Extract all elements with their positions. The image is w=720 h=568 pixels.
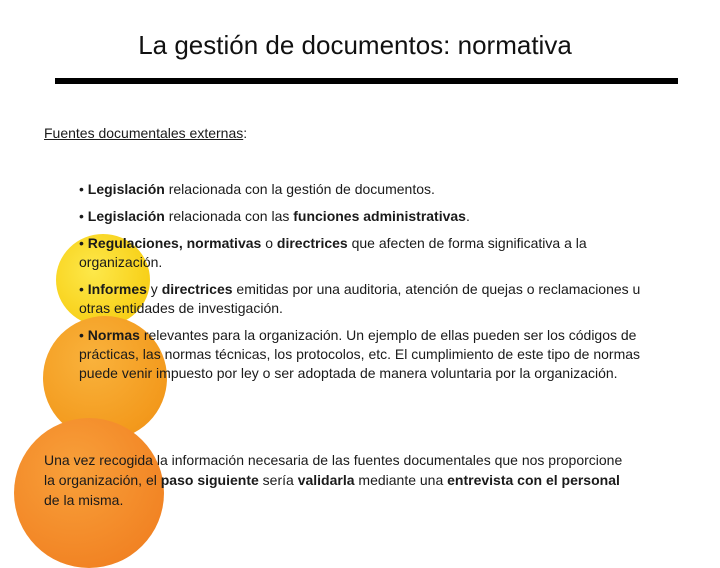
bullet-marker: •	[79, 208, 88, 224]
subtitle-colon: :	[243, 125, 248, 141]
bullet-text: relacionada con las	[164, 208, 294, 224]
slide-title: La gestión de documentos: normativa	[138, 30, 572, 60]
bullet-text: y	[146, 281, 162, 297]
bullet-bold: Informes	[87, 281, 147, 297]
bullet-text: o	[261, 235, 277, 251]
bullet-text: que afecten de forma significativa a la organización.	[79, 235, 587, 270]
closing-paragraph	[44, 450, 634, 510]
bullet-marker: •	[79, 281, 88, 297]
bullet-text: relevantes para la organización. Un ejemplo de ellas pueden ser los códigos de prácticas, las normas técnicas, los protocolos, etc. El cumplimiento de este tipo de normas puede venir impuesto por ley o ser adoptada de manera voluntaria por la organización.	[79, 327, 641, 381]
bullet-bold: Regulaciones, normativas	[87, 235, 262, 251]
bullet-marker: •	[79, 181, 88, 197]
title-divider	[55, 78, 678, 84]
bullet-text: emitidas por una auditoria, atención de quejas o reclamaciones u otras entidades de investigación.	[79, 281, 641, 316]
closing-bold: paso siguiente	[160, 472, 259, 488]
bullet-bold: Legislación	[87, 208, 165, 224]
bullet-marker: •	[79, 235, 88, 251]
bullet-list	[79, 180, 649, 391]
closing-bold: entrevista con el personal	[447, 472, 620, 488]
closing-text: de la misma.	[44, 492, 124, 508]
bullet-bold: Legislación	[87, 181, 165, 197]
bullet-bold: directrices	[276, 235, 348, 251]
closing-bold: validarla	[297, 472, 355, 488]
bullet-item	[79, 180, 649, 199]
section-subtitle	[44, 124, 247, 142]
bullet-text: relacionada con la gestión de documentos.	[164, 181, 435, 197]
bullet-bold: funciones administrativas	[293, 208, 466, 224]
closing-text: mediante una	[354, 472, 448, 488]
closing-text: Una vez recogida la información necesaria de las fuentes documentales que nos proporcione la organización, el	[44, 452, 623, 488]
bullet-item	[79, 280, 649, 318]
closing-text: sería	[258, 472, 298, 488]
subtitle-text: Fuentes documentales externas	[44, 125, 244, 141]
bullet-item	[79, 326, 649, 383]
bullet-item	[79, 207, 649, 226]
bullet-text: .	[465, 208, 470, 224]
bullet-marker: •	[79, 327, 88, 343]
bullet-bold: Normas	[87, 327, 140, 343]
bullet-bold: directrices	[161, 281, 233, 297]
bullet-item	[79, 234, 649, 272]
